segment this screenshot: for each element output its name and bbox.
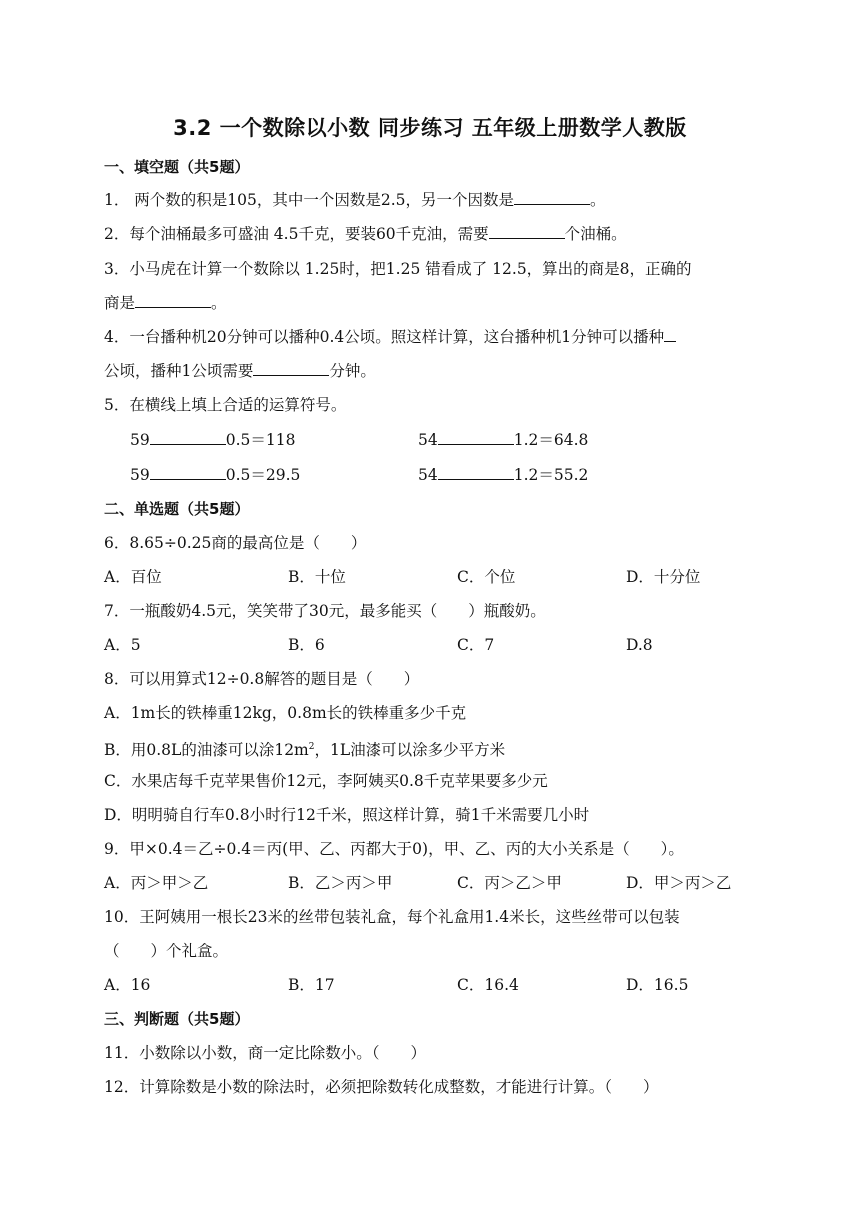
operator-blank[interactable]: [438, 430, 514, 445]
question-4-line2: [104, 361, 376, 381]
section-heading-fill: 一、填空题（共5题）: [104, 158, 250, 176]
operator-blank[interactable]: [150, 465, 226, 480]
question-10-option-d[interactable]: D．16.5: [626, 976, 689, 994]
answer-blank[interactable]: [514, 190, 590, 205]
superscript: 2: [308, 742, 315, 752]
question-10-line1: 10．王阿姨用一根长23米的丝带包装礼盒，每个礼盒用1.4米长，这些丝带可以包装: [104, 908, 680, 926]
question-7-option-b[interactable]: B．6: [288, 636, 325, 654]
question-10-option-a[interactable]: A．16: [104, 976, 151, 994]
question-7-stem: 7．一瓶酸奶4.5元，笑笑带了30元，最多能买（ ）瓶酸奶。: [104, 602, 546, 620]
question-2: [104, 224, 627, 244]
page-title: 3.2 一个数除以小数 同步练习 五年级上册数学人教版: [173, 116, 687, 140]
question-4-end: 分钟。: [329, 362, 376, 380]
question-1-text: 1． 两个数的积是105，其中一个因数是2.5，另一个因数是: [104, 191, 515, 209]
question-8-stem: 8．可以用算式12÷0.8解答的题目是（ ）: [104, 670, 420, 688]
expression-right: 0.5＝118: [225, 431, 296, 449]
expression-left: 54: [418, 431, 438, 449]
expression-right: 0.5＝29.5: [225, 466, 301, 484]
question-9-option-b[interactable]: B．乙＞丙＞甲: [288, 874, 393, 892]
question-9-stem: 9．甲×0.4＝乙÷0.4＝丙(甲、乙、丙都大于0)，甲、乙、丙的大小关系是（ ）。: [104, 840, 684, 858]
question-4-text: 4．一台播种机20分钟可以播种0.4公顷。照这样计算，这台播种机1分钟可以播种: [104, 328, 665, 346]
question-12: 12．计算除数是小数的除法时，必须把除数转化成整数，才能进行计算。（ ）: [104, 1078, 659, 1096]
question-9-option-c[interactable]: C．丙＞乙＞甲: [457, 874, 562, 892]
question-8-option-c[interactable]: C．水果店每千克苹果售价12元，李阿姨买0.8千克苹果要多少元: [104, 772, 548, 790]
option-b-text: B．用0.8L的油漆可以涂12m: [104, 741, 309, 760]
question-4-text-2: 公顷，播种1公顷需要: [104, 362, 254, 380]
question-11: 11．小数除以小数，商一定比除数小。（ ）: [104, 1044, 426, 1062]
question-8-option-a[interactable]: A．1m长的铁棒重12kg，0.8m长的铁棒重多少千克: [104, 704, 467, 722]
question-9-option-a[interactable]: A．丙＞甲＞乙: [104, 874, 209, 892]
option-b-text-2: ，1L油漆可以涂多少平方米: [314, 741, 506, 760]
question-7-option-d[interactable]: D.8: [626, 636, 653, 654]
question-10-line2: （ ）个礼盒。: [104, 942, 229, 960]
question-3-line2: [104, 293, 227, 313]
answer-blank[interactable]: [135, 293, 211, 308]
question-6-option-a[interactable]: A．百位: [104, 568, 162, 586]
expression-4: [418, 465, 588, 485]
question-8-option-d[interactable]: D．明明骑自行车0.8小时行12千米，照这样计算，骑1千米需要几小时: [104, 806, 590, 824]
question-6-option-b[interactable]: B．十位: [288, 568, 346, 586]
answer-blank[interactable]: [664, 327, 676, 342]
question-6-option-d[interactable]: D．十分位: [626, 568, 701, 586]
question-7-option-c[interactable]: C．7: [457, 636, 495, 654]
question-1: [104, 190, 606, 210]
question-9-option-d[interactable]: D．甲＞丙＞乙: [626, 874, 732, 892]
question-8-option-b[interactable]: [104, 737, 505, 760]
expression-left: 54: [418, 466, 438, 484]
expression-2: [418, 430, 588, 450]
expression-left: 59: [130, 466, 150, 484]
question-1-end: 。: [590, 191, 606, 209]
operator-blank[interactable]: [438, 465, 514, 480]
expression-1: [130, 430, 295, 450]
section-heading-choice: 二、单选题（共5题）: [104, 500, 250, 518]
question-10-option-b[interactable]: B．17: [288, 976, 335, 994]
question-3-end: 。: [211, 294, 227, 312]
expression-right: 1.2＝55.2: [513, 466, 589, 484]
expression-3: [130, 465, 300, 485]
expression-left: 59: [130, 431, 150, 449]
question-6-option-c[interactable]: C．个位: [457, 568, 516, 586]
question-3-line1: 3．小马虎在计算一个数除以 1.25时，把1.25 错看成了 12.5，算出的商是8，正确的: [104, 260, 692, 278]
question-4-line1: [104, 327, 676, 347]
question-5-stem: 5．在横线上填上合适的运算符号。: [104, 396, 347, 414]
question-2-text: 2．每个油桶最多可盛油 4.5千克，要装60千克油，需要: [104, 225, 489, 243]
question-3-text: 商是: [104, 294, 136, 312]
section-heading-judge: 三、判断题（共5题）: [104, 1010, 250, 1028]
expression-right: 1.2＝64.8: [513, 431, 589, 449]
operator-blank[interactable]: [150, 430, 226, 445]
question-2-end: 个油桶。: [564, 225, 627, 243]
question-10-option-c[interactable]: C．16.4: [457, 976, 519, 994]
answer-blank[interactable]: [253, 361, 329, 376]
answer-blank[interactable]: [489, 224, 565, 239]
question-6-stem: 6．8.65÷0.25商的最高位是（ ）: [104, 534, 367, 552]
question-7-option-a[interactable]: A．5: [104, 636, 141, 654]
